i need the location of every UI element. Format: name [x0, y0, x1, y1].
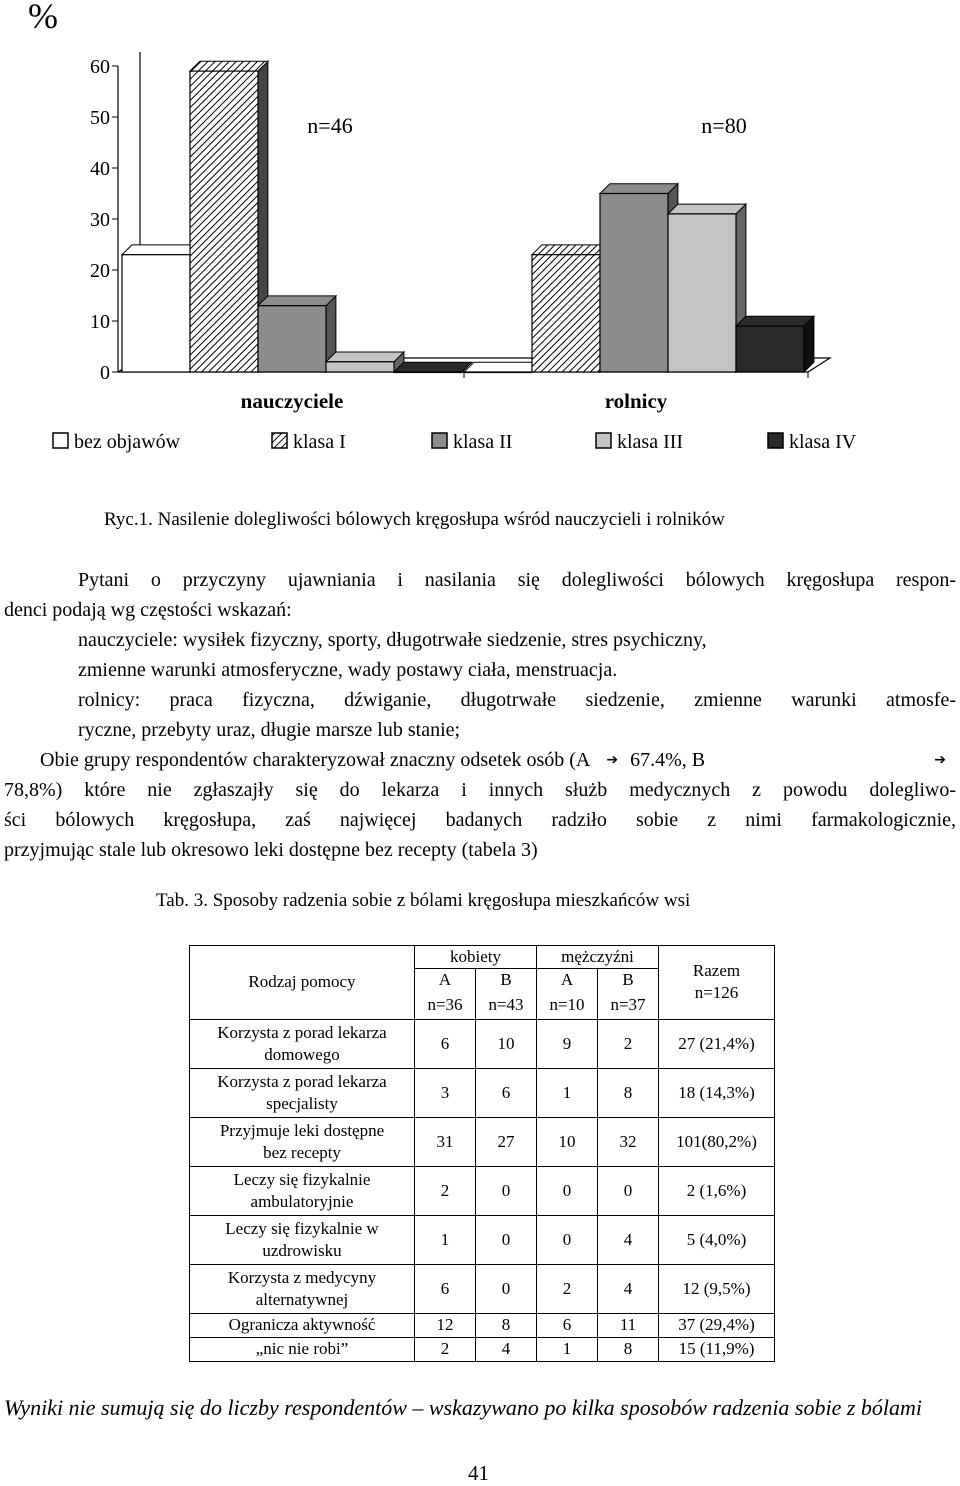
footnote: Wyniki nie sumują się do liczby respondentów – wskazywano po kilka sposobów radzenia sobie z bólami	[4, 1395, 923, 1420]
legend-swatch	[272, 433, 287, 448]
row-label: Leczy się fizykalnie ambulatoryjnie	[190, 1166, 415, 1215]
cell: 0	[476, 1166, 537, 1215]
cell: 101(80,2%)	[659, 1117, 775, 1166]
bar-chart	[0, 0, 960, 470]
bar-top	[600, 184, 678, 194]
cell: 27	[476, 1117, 537, 1166]
row-label: „nic nie robi”	[190, 1337, 415, 1361]
row-label: Korzysta z porad lekarza specjalisty	[190, 1068, 415, 1117]
para-line: denci podają wg częstości wskazań:	[4, 599, 292, 621]
bar	[258, 306, 326, 372]
cell: 0	[537, 1166, 598, 1215]
y-axis-label: %	[28, 0, 58, 36]
cell: 27 (21,4%)	[659, 1019, 775, 1068]
bar	[190, 71, 258, 372]
cell: 0	[476, 1264, 537, 1313]
table-row	[190, 1068, 775, 1117]
cell: 4	[476, 1337, 537, 1361]
cell: 0	[598, 1166, 659, 1215]
cell: 6	[537, 1313, 598, 1337]
header-kobiety: kobiety	[415, 946, 537, 969]
bar	[532, 255, 600, 372]
group-annotation: n=80	[701, 113, 747, 138]
cell: 11	[598, 1313, 659, 1337]
table-row	[190, 1215, 775, 1264]
cell: 15 (11,9%)	[659, 1337, 775, 1361]
legend-label: klasa IV	[789, 431, 857, 453]
table-row	[190, 1313, 775, 1337]
header-razem-n: n=126	[694, 983, 739, 1003]
cell: 2 (1,6%)	[659, 1166, 775, 1215]
para-line: Pytani o przyczyny ujawniania i nasilania się dolegliwości bólowych kręgosłupa respon-	[78, 569, 956, 591]
cell: 0	[476, 1215, 537, 1264]
y-axis	[90, 56, 118, 384]
legend-swatch	[596, 433, 611, 448]
chart-bars	[122, 61, 814, 372]
para-line: rolnicy: praca fizyczna, dźwiganie, długotrwałe siedzenie, zmienne warunki atmosfe-	[78, 689, 956, 711]
cell: 31	[415, 1117, 476, 1166]
body-paragraph	[4, 565, 956, 865]
header-b: B	[476, 969, 537, 992]
cell: 3	[415, 1068, 476, 1117]
header-a: A	[415, 969, 476, 992]
para-line	[4, 745, 956, 775]
cell: 10	[537, 1117, 598, 1166]
bar	[326, 362, 394, 372]
y-tick-label: 60	[90, 56, 110, 78]
y-tick-label: 30	[90, 209, 110, 231]
header-n: n=43	[476, 991, 537, 1019]
cell: 2	[537, 1264, 598, 1313]
header-n: n=37	[598, 991, 659, 1019]
table-row	[190, 1117, 775, 1166]
header-n: n=36	[415, 991, 476, 1019]
arrow-icon: ➔	[606, 752, 619, 768]
cell: 6	[476, 1068, 537, 1117]
cell: 37 (29,4%)	[659, 1313, 775, 1337]
bar-top	[532, 245, 610, 255]
bar	[394, 372, 462, 373]
cell: 1	[415, 1215, 476, 1264]
cell: 4	[598, 1264, 659, 1313]
y-tick-label: 0	[100, 362, 110, 384]
bar-top	[394, 362, 472, 372]
header-mezczyzni: mężczyźni	[537, 946, 659, 969]
legend-label: klasa III	[617, 431, 684, 453]
bar-top	[190, 61, 268, 71]
row-label: Ogranicza aktywność	[190, 1313, 415, 1337]
bar-top	[464, 362, 542, 372]
cell: 12 (9,5%)	[659, 1264, 775, 1313]
bar	[122, 255, 190, 372]
legend-label: bez objawów	[74, 431, 181, 453]
x-category-label: nauczyciele	[240, 389, 344, 413]
table-3	[189, 945, 775, 1362]
header-rodzaj: Rodzaj pomocy	[190, 946, 415, 1020]
legend-label: klasa I	[293, 431, 346, 453]
table-row	[190, 1166, 775, 1215]
para-text: 67.4%, B	[630, 749, 706, 771]
x-category-label: rolnicy	[604, 389, 668, 413]
cell: 6	[415, 1019, 476, 1068]
cell: 4	[598, 1215, 659, 1264]
cell: 8	[598, 1068, 659, 1117]
cell: 18 (14,3%)	[659, 1068, 775, 1117]
header-b: B	[598, 969, 659, 992]
table-row	[190, 1264, 775, 1313]
para-line: przyjmując stale lub okresowo leki dostępne bez recepty (tabela 3)	[4, 839, 538, 861]
bar-top	[668, 204, 746, 214]
chart-legend	[53, 431, 857, 453]
cell: 9	[537, 1019, 598, 1068]
header-n: n=10	[537, 991, 598, 1019]
page-number: 41	[468, 1461, 489, 1485]
table-row	[190, 1337, 775, 1361]
bar-top	[258, 296, 336, 306]
cell: 32	[598, 1117, 659, 1166]
bar	[736, 326, 804, 372]
y-tick-label: 50	[90, 107, 110, 129]
header-a: A	[537, 969, 598, 992]
legend-swatch	[53, 433, 68, 448]
legend-swatch	[768, 433, 783, 448]
para-line: 78,8%) które nie zgłaszajły się do lekarza i innych służb medycznych z powodu dolegliwo-	[4, 779, 956, 801]
legend-label: klasa II	[453, 431, 513, 453]
arrow-icon: ➔	[934, 752, 946, 768]
bar-top	[736, 316, 814, 326]
y-tick-label: 20	[90, 260, 110, 282]
cell: 8	[598, 1337, 659, 1361]
cell: 8	[476, 1313, 537, 1337]
cell: 0	[537, 1215, 598, 1264]
row-label: Leczy się fizykalnie w uzdrowisku	[190, 1215, 415, 1264]
figure-caption: Ryc.1. Nasilenie dolegliwości bólowych kręgosłupa wśród nauczycieli i rolników	[104, 509, 725, 530]
y-tick-label: 40	[90, 158, 110, 180]
header-razem	[659, 946, 775, 1020]
cell: 5 (4,0%)	[659, 1215, 775, 1264]
row-label: Przyjmuje leki dostępne bez recepty	[190, 1117, 415, 1166]
para-line: ści bólowych kręgosłupa, zaś najwięcej badanych radziło sobie z nimi farmakologicznie,	[4, 809, 956, 831]
cell: 2	[415, 1337, 476, 1361]
cell: 2	[415, 1166, 476, 1215]
cell: 10	[476, 1019, 537, 1068]
para-line: zmienne warunki atmosferyczne, wady postawy ciała, menstruacja.	[78, 659, 618, 681]
cell: 12	[415, 1313, 476, 1337]
table-caption: Tab. 3. Sposoby radzenia sobie z bólami kręgosłupa mieszkańców wsi	[156, 890, 691, 911]
bar-top	[326, 352, 404, 362]
cell: 1	[537, 1068, 598, 1117]
legend-swatch	[432, 433, 447, 448]
para-line: nauczyciele: wysiłek fizyczny, sporty, długotrwałe siedzenie, stres psychiczny,	[78, 629, 707, 651]
bar-top	[122, 245, 200, 255]
bar	[600, 194, 668, 373]
row-label: Korzysta z medycyny alternatywnej	[190, 1264, 415, 1313]
cell: 6	[415, 1264, 476, 1313]
y-tick-label: 10	[90, 311, 110, 333]
bar	[464, 372, 532, 373]
header-razem-label: Razem	[692, 961, 741, 981]
bar	[668, 214, 736, 372]
cell: 2	[598, 1019, 659, 1068]
group-annotation: n=46	[307, 113, 353, 138]
para-line: ryczne, przebyty uraz, długie marsze lub stanie;	[78, 719, 461, 741]
cell: 1	[537, 1337, 598, 1361]
para-text: Obie grupy respondentów charakteryzował znaczny odsetek osób (A	[40, 749, 591, 771]
table-row	[190, 1019, 775, 1068]
row-label: Korzysta z porad lekarza domowego	[190, 1019, 415, 1068]
